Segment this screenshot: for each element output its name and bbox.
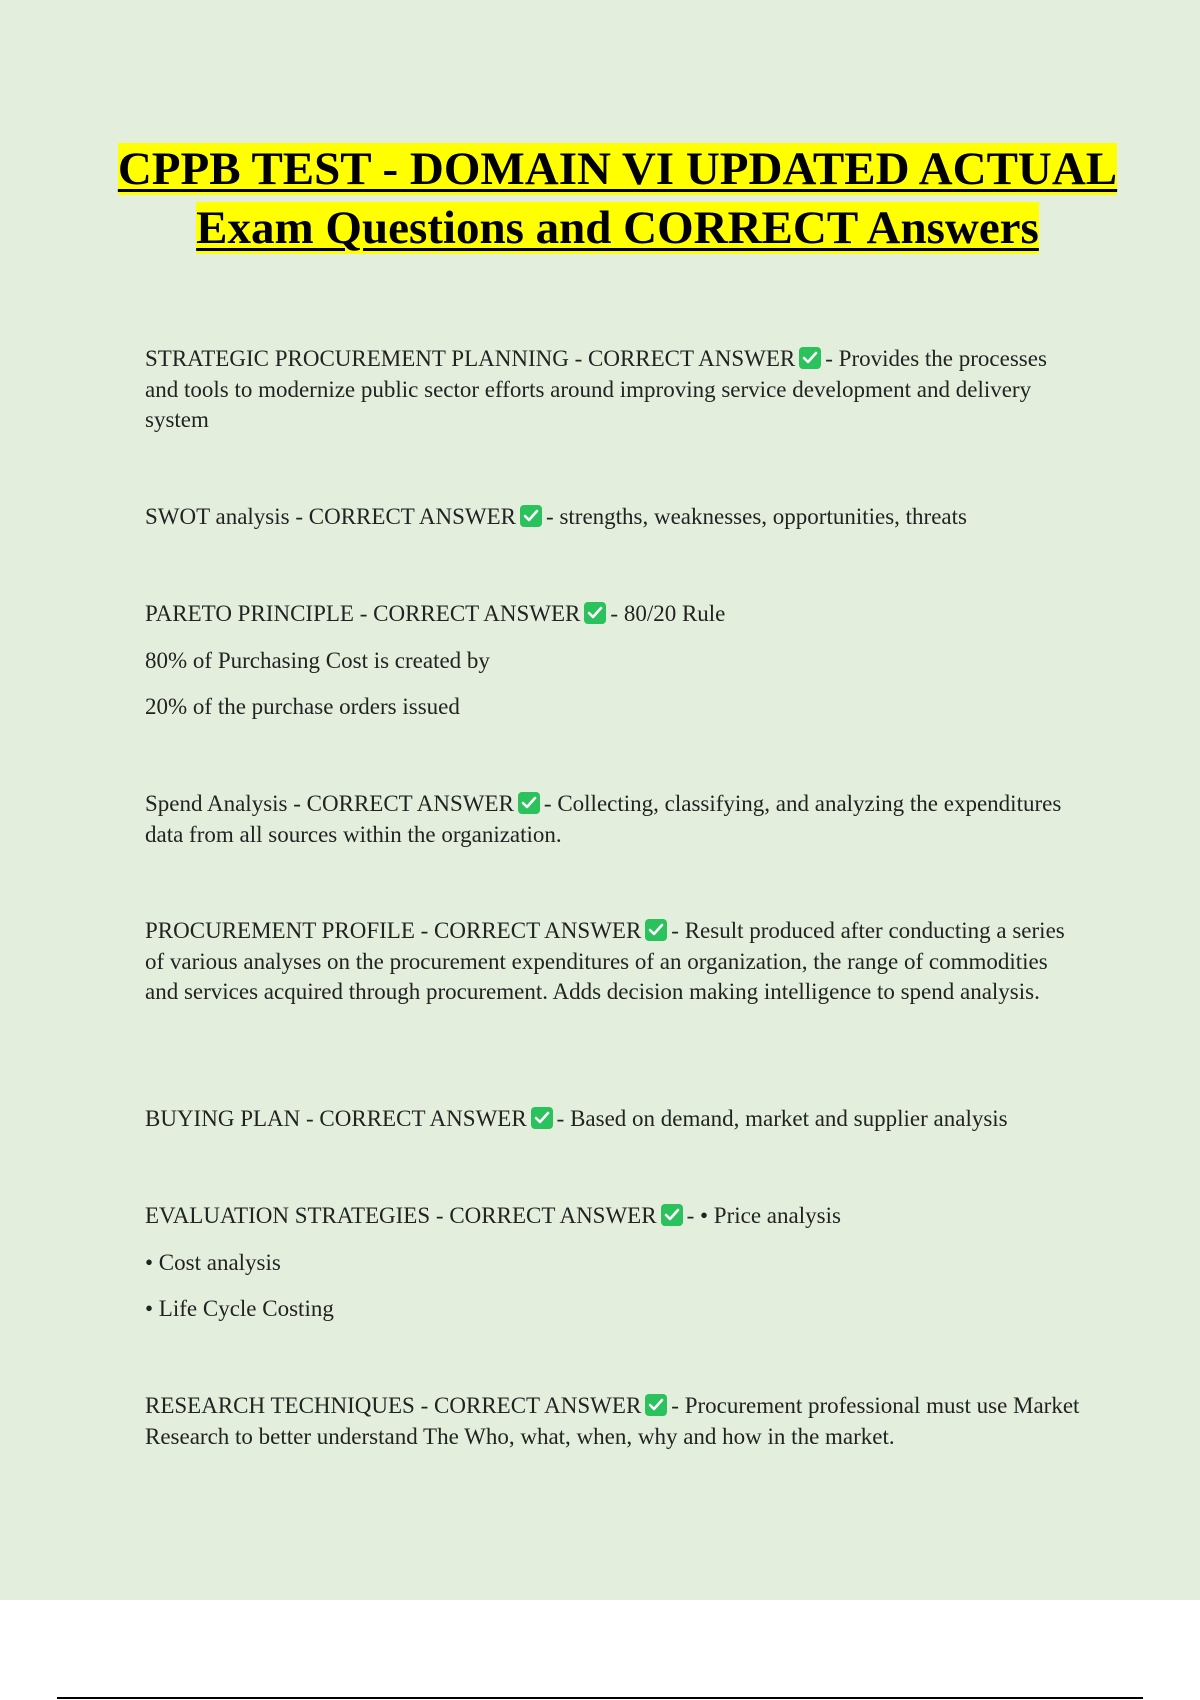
qa-item-spend-analysis	[145, 789, 1080, 850]
qa-line: SWOT analysis - CORRECT ANSWER - strengths, weaknesses, opportunities, threats	[145, 504, 967, 529]
qa-term: EVALUATION STRATEGIES	[145, 1203, 431, 1228]
qa-definition: Provides the processes and tools to modernize public sector efforts around improving service development and delivery system	[145, 346, 1047, 432]
answer-marker: CORRECT ANSWER	[319, 1106, 527, 1131]
qa-line: STRATEGIC PROCUREMENT PLANNING - CORRECT ANSWER - Provides the processes and tools to modernize public sector efforts around improving service development and delivery system	[145, 346, 1047, 432]
qa-term: Spend Analysis	[145, 791, 288, 816]
qa-term: PROCUREMENT PROFILE	[145, 918, 415, 943]
check-box-icon	[531, 1107, 553, 1129]
answer-marker: CORRECT ANSWER	[373, 601, 581, 626]
qa-item-research-techniques	[145, 1391, 1080, 1452]
check-box-icon	[520, 505, 542, 527]
qa-extra-line: • Cost analysis	[145, 1249, 281, 1275]
qa-line: EVALUATION STRATEGIES - CORRECT ANSWER - • Price analysis	[145, 1203, 841, 1228]
qa-definition: 80/20 Rule	[623, 601, 726, 626]
qa-line: PROCUREMENT PROFILE - CORRECT ANSWER - Result produced after conducting a series of various analyses on the procurement expenditures of an organization, the range of commodities and services acquired through procurement. Adds decision making intelligence to spend analysis.	[145, 918, 1065, 1004]
answer-marker: CORRECT ANSWER	[306, 791, 514, 816]
qa-term: STRATEGIC PROCUREMENT PLANNING	[145, 346, 569, 371]
check-box-icon	[518, 792, 540, 814]
check-box-icon	[645, 919, 667, 941]
qa-line: PARETO PRINCIPLE - CORRECT ANSWER - 80/20 Rule	[145, 601, 726, 626]
qa-extra-line: 80% of Purchasing Cost is created by	[145, 647, 490, 673]
qa-line: RESEARCH TECHNIQUES - CORRECT ANSWER - Procurement professional must use Market Research to better understand The Who, what, when, why and how in the market.	[145, 1393, 1080, 1449]
qa-term: BUYING PLAN	[145, 1106, 301, 1131]
check-box-icon	[645, 1394, 667, 1416]
qa-definition: Result produced after conducting a series of various analyses on the procurement expenditures of an organization, the range of commodities and services acquired through procurement. Adds decision making intelligence to spend analysis.	[145, 918, 1065, 1004]
answer-marker: CORRECT ANSWER	[449, 1203, 657, 1228]
qa-line: Spend Analysis - CORRECT ANSWER - Collecting, classifying, and analyzing the expenditures data from all sources within the organization.	[145, 791, 1062, 847]
qa-term: SWOT analysis	[145, 504, 290, 529]
qa-item-evaluation-strategies	[145, 1201, 1080, 1325]
qa-definition: Collecting, classifying, and analyzing the expenditures data from all sources within the organization.	[145, 791, 1062, 847]
document-title	[100, 140, 1135, 258]
answer-marker: CORRECT ANSWER	[308, 504, 517, 529]
qa-item-pareto-principle	[145, 599, 1080, 723]
qa-item-swot-analysis	[145, 502, 1080, 533]
qa-definition: Based on demand, market and supplier analysis	[570, 1106, 1008, 1131]
qa-extra-line: 20% of the purchase orders issued	[145, 694, 460, 719]
check-box-icon	[661, 1204, 683, 1226]
page-footer-divider	[57, 1697, 1143, 1699]
qa-item-procurement-profile	[145, 916, 1080, 1008]
qa-definition: • Price analysis	[700, 1203, 841, 1228]
qa-item-buying-plan	[145, 1104, 1080, 1135]
document-title-text: CPPB TEST - DOMAIN VI UPDATED ACTUAL Exam Questions and CORRECT Answers	[117, 143, 1118, 254]
qa-term: RESEARCH TECHNIQUES	[145, 1393, 415, 1418]
check-box-icon	[799, 347, 821, 369]
check-box-icon	[584, 602, 606, 624]
answer-marker: CORRECT ANSWER	[434, 918, 642, 943]
answer-marker: CORRECT ANSWER	[434, 1393, 642, 1418]
answer-marker: CORRECT ANSWER	[588, 346, 796, 371]
qa-line: BUYING PLAN - CORRECT ANSWER - Based on demand, market and supplier analysis	[145, 1106, 1008, 1131]
qa-item-strategic-procurement-planning	[145, 344, 1080, 436]
qa-extra-line: • Life Cycle Costing	[145, 1296, 334, 1321]
qa-definition: strengths, weaknesses, opportunities, threats	[559, 504, 967, 529]
qa-term: PARETO PRINCIPLE	[145, 601, 354, 626]
qa-definition: Procurement professional must use Market Research to better understand The Who, what, when, why and how in the market.	[145, 1393, 1080, 1449]
